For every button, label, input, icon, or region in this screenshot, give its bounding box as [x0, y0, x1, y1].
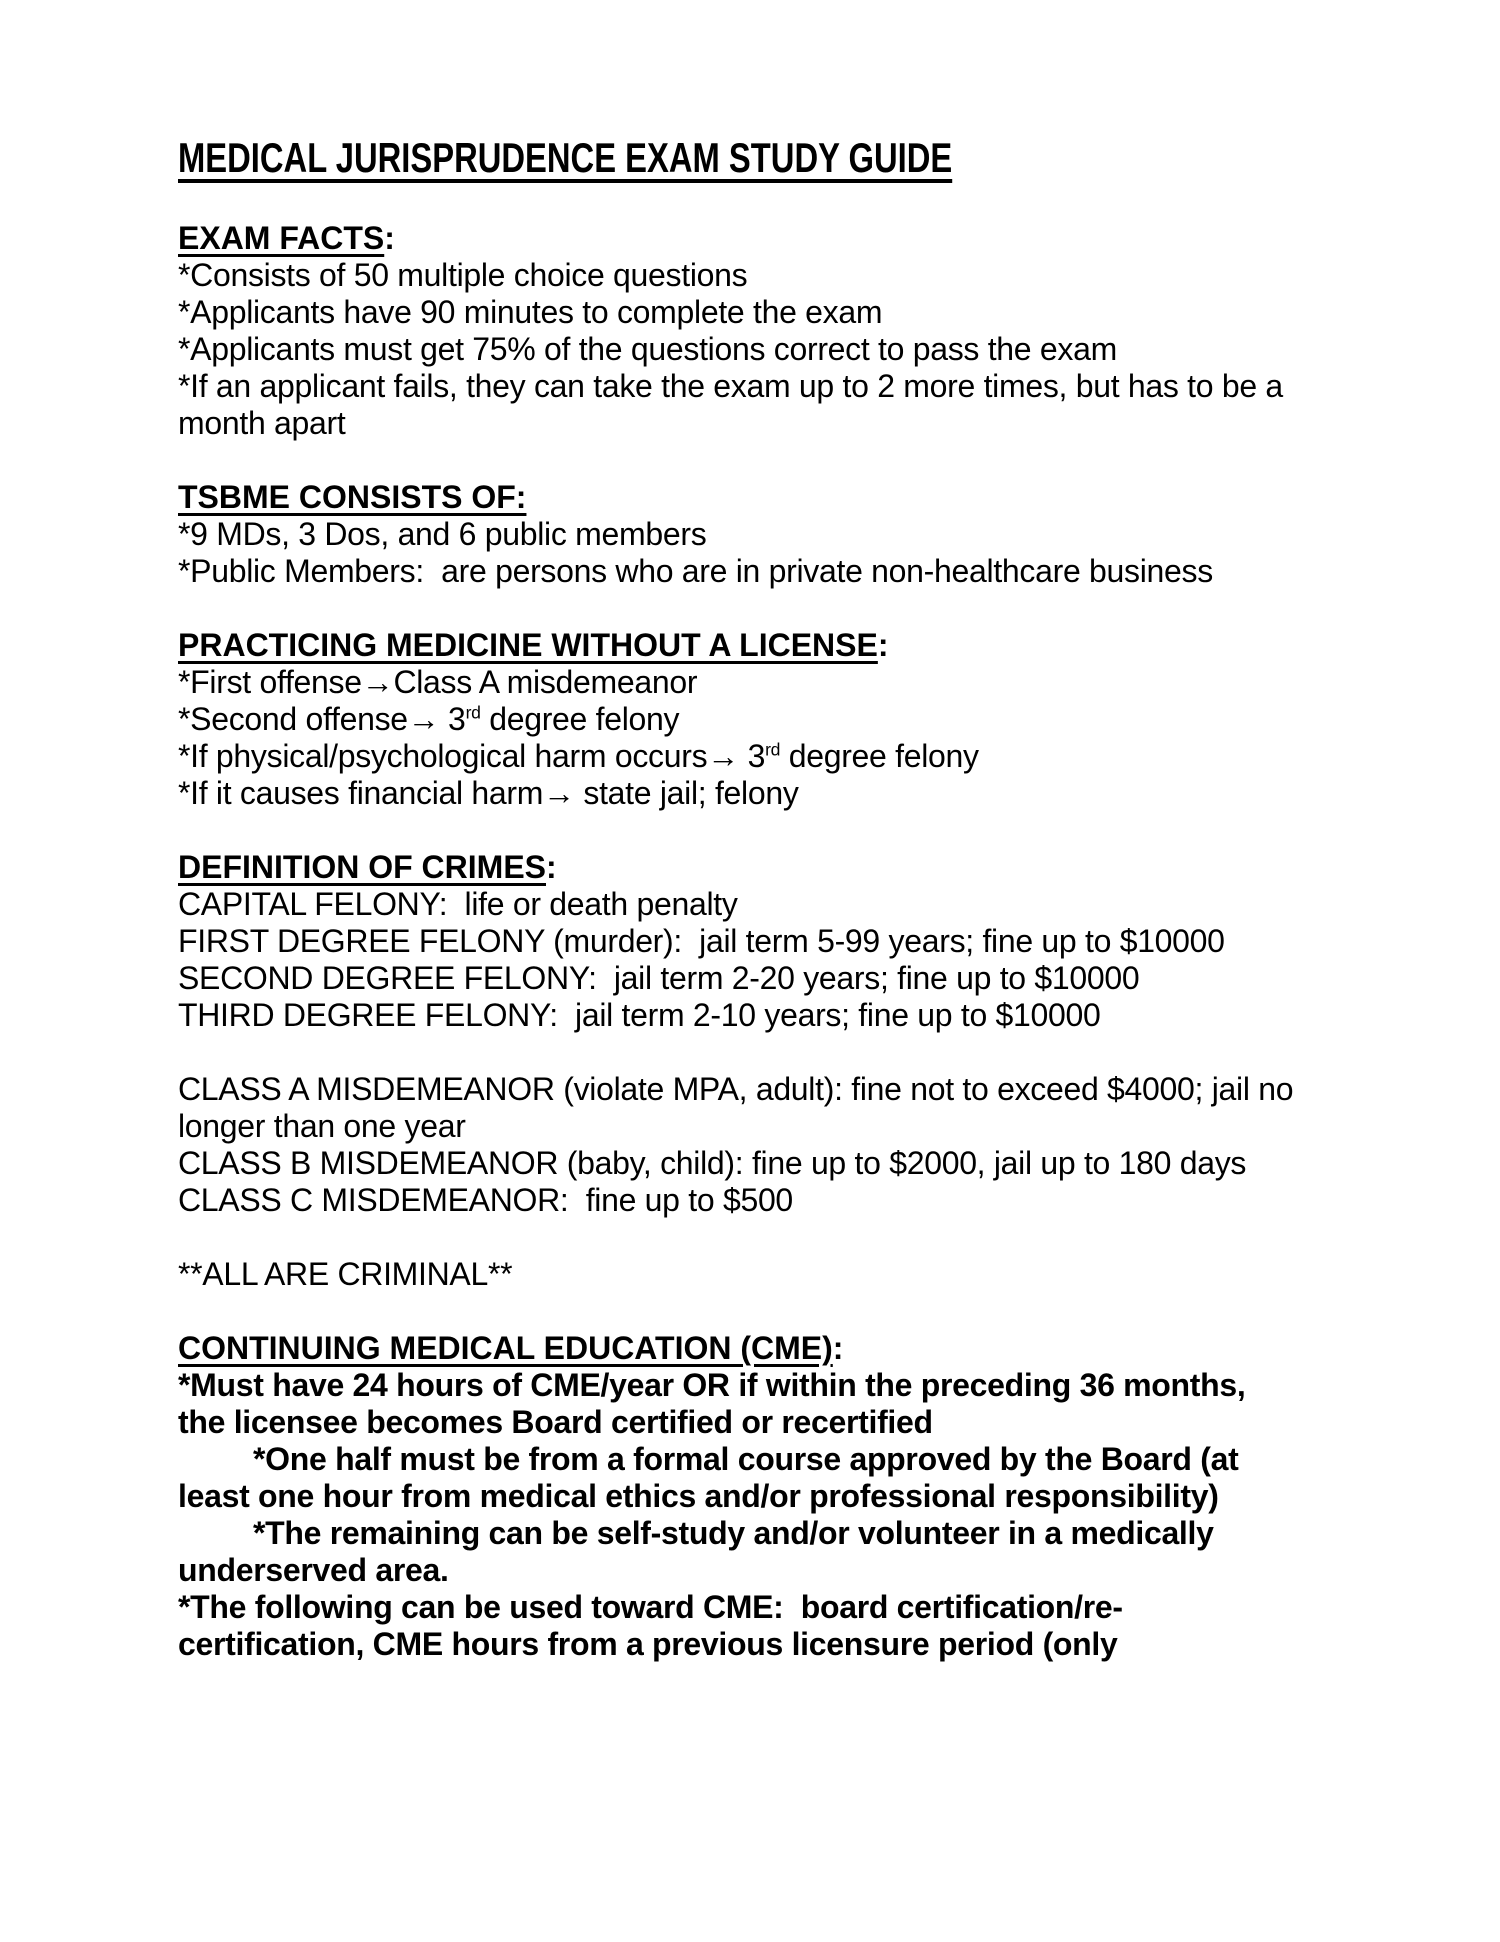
paragraph: *Applicants must get 75% of the questions correct to pass the exam [178, 331, 1117, 367]
section [178, 479, 1296, 590]
paragraph: *The remaining can be self-study and/or volunteer in a medically underserved area. [178, 1515, 1214, 1588]
section-heading-text: DEFINITION OF CRIMES [178, 849, 546, 885]
section-heading [178, 220, 1296, 257]
blank-line [178, 1034, 1296, 1071]
section-heading-suffix: : [546, 849, 557, 885]
document-title [178, 133, 1296, 183]
paragraph: CLASS B MISDEMEANOR (baby, child): fine up to $2000, jail up to 180 days [178, 1145, 1247, 1181]
paragraph: **ALL ARE CRIMINAL** [178, 1256, 513, 1292]
section [178, 220, 1296, 442]
paragraph: *If it causes financial harm→ state jail; felony [178, 775, 799, 811]
paragraph: *The following can be used toward CME: board certification/re-certification, CME hours from a previous licensure period (only [178, 1589, 1123, 1662]
section-heading-suffix: : [877, 627, 889, 663]
paragraph: CAPITAL FELONY: life or death penalty [178, 886, 738, 922]
paragraph: *9 MDs, 3 Dos, and 6 public members [178, 516, 707, 552]
paragraph: *If physical/psychological harm occurs→ 3rd degree felony [178, 738, 979, 774]
paragraph: *Consists of 50 multiple choice questions [178, 257, 748, 293]
section-heading [178, 849, 1296, 886]
paragraph: *One half must be from a formal course approved by the Board (at least one hour from medical ethics and/or professional responsibility) [178, 1441, 1239, 1514]
paragraph: SECOND DEGREE FELONY: jail term 2-20 years; fine up to $10000 [178, 960, 1140, 996]
paragraph: *Must have 24 hours of CME/year OR if within the preceding 36 months, the licensee becomes Board certified or recertified [178, 1367, 1246, 1440]
paragraph: CLASS A MISDEMEANOR (violate MPA, adult): fine not to exceed $4000; jail no longer than one year [178, 1071, 1294, 1144]
section-heading-text: TSBME CONSISTS OF: [178, 479, 527, 515]
section-heading-text: PRACTICING MEDICINE WITHOUT A LICENSE [178, 627, 878, 663]
section-heading-text: CONTINUING MEDICAL EDUCATION (CME) [178, 1330, 833, 1366]
paragraph: *First offense→Class A misdemeanor [178, 664, 698, 700]
paragraph: CLASS C MISDEMEANOR: fine up to $500 [178, 1182, 793, 1218]
section [178, 627, 1296, 812]
paragraph: THIRD DEGREE FELONY: jail term 2-10 years; fine up to $10000 [178, 997, 1101, 1033]
paragraph: *Second offense→ 3rd degree felony [178, 701, 680, 737]
paragraph: *Applicants have 90 minutes to complete the exam [178, 294, 883, 330]
document-sections [178, 220, 1296, 1663]
section-heading [178, 1330, 1296, 1367]
section-heading [178, 479, 1296, 516]
paragraph: *Public Members: are persons who are in private non-healthcare business [178, 553, 1213, 589]
paragraph: *If an applicant fails, they can take the exam up to 2 more times, but has to be a month apart [178, 368, 1283, 441]
blank-line [178, 1219, 1296, 1256]
document-content [178, 133, 1296, 1663]
section-heading [178, 627, 1296, 664]
section-heading-suffix: : [384, 220, 395, 256]
document-title-text: MEDICAL JURISPRUDENCE EXAM STUDY GUIDE [178, 134, 953, 181]
section [178, 849, 1296, 1293]
section-heading-suffix: : [832, 1330, 844, 1366]
paragraph: FIRST DEGREE FELONY (murder): jail term 5-99 years; fine up to $10000 [178, 923, 1225, 959]
section [178, 1330, 1296, 1663]
section-heading-text: EXAM FACTS [178, 220, 385, 256]
